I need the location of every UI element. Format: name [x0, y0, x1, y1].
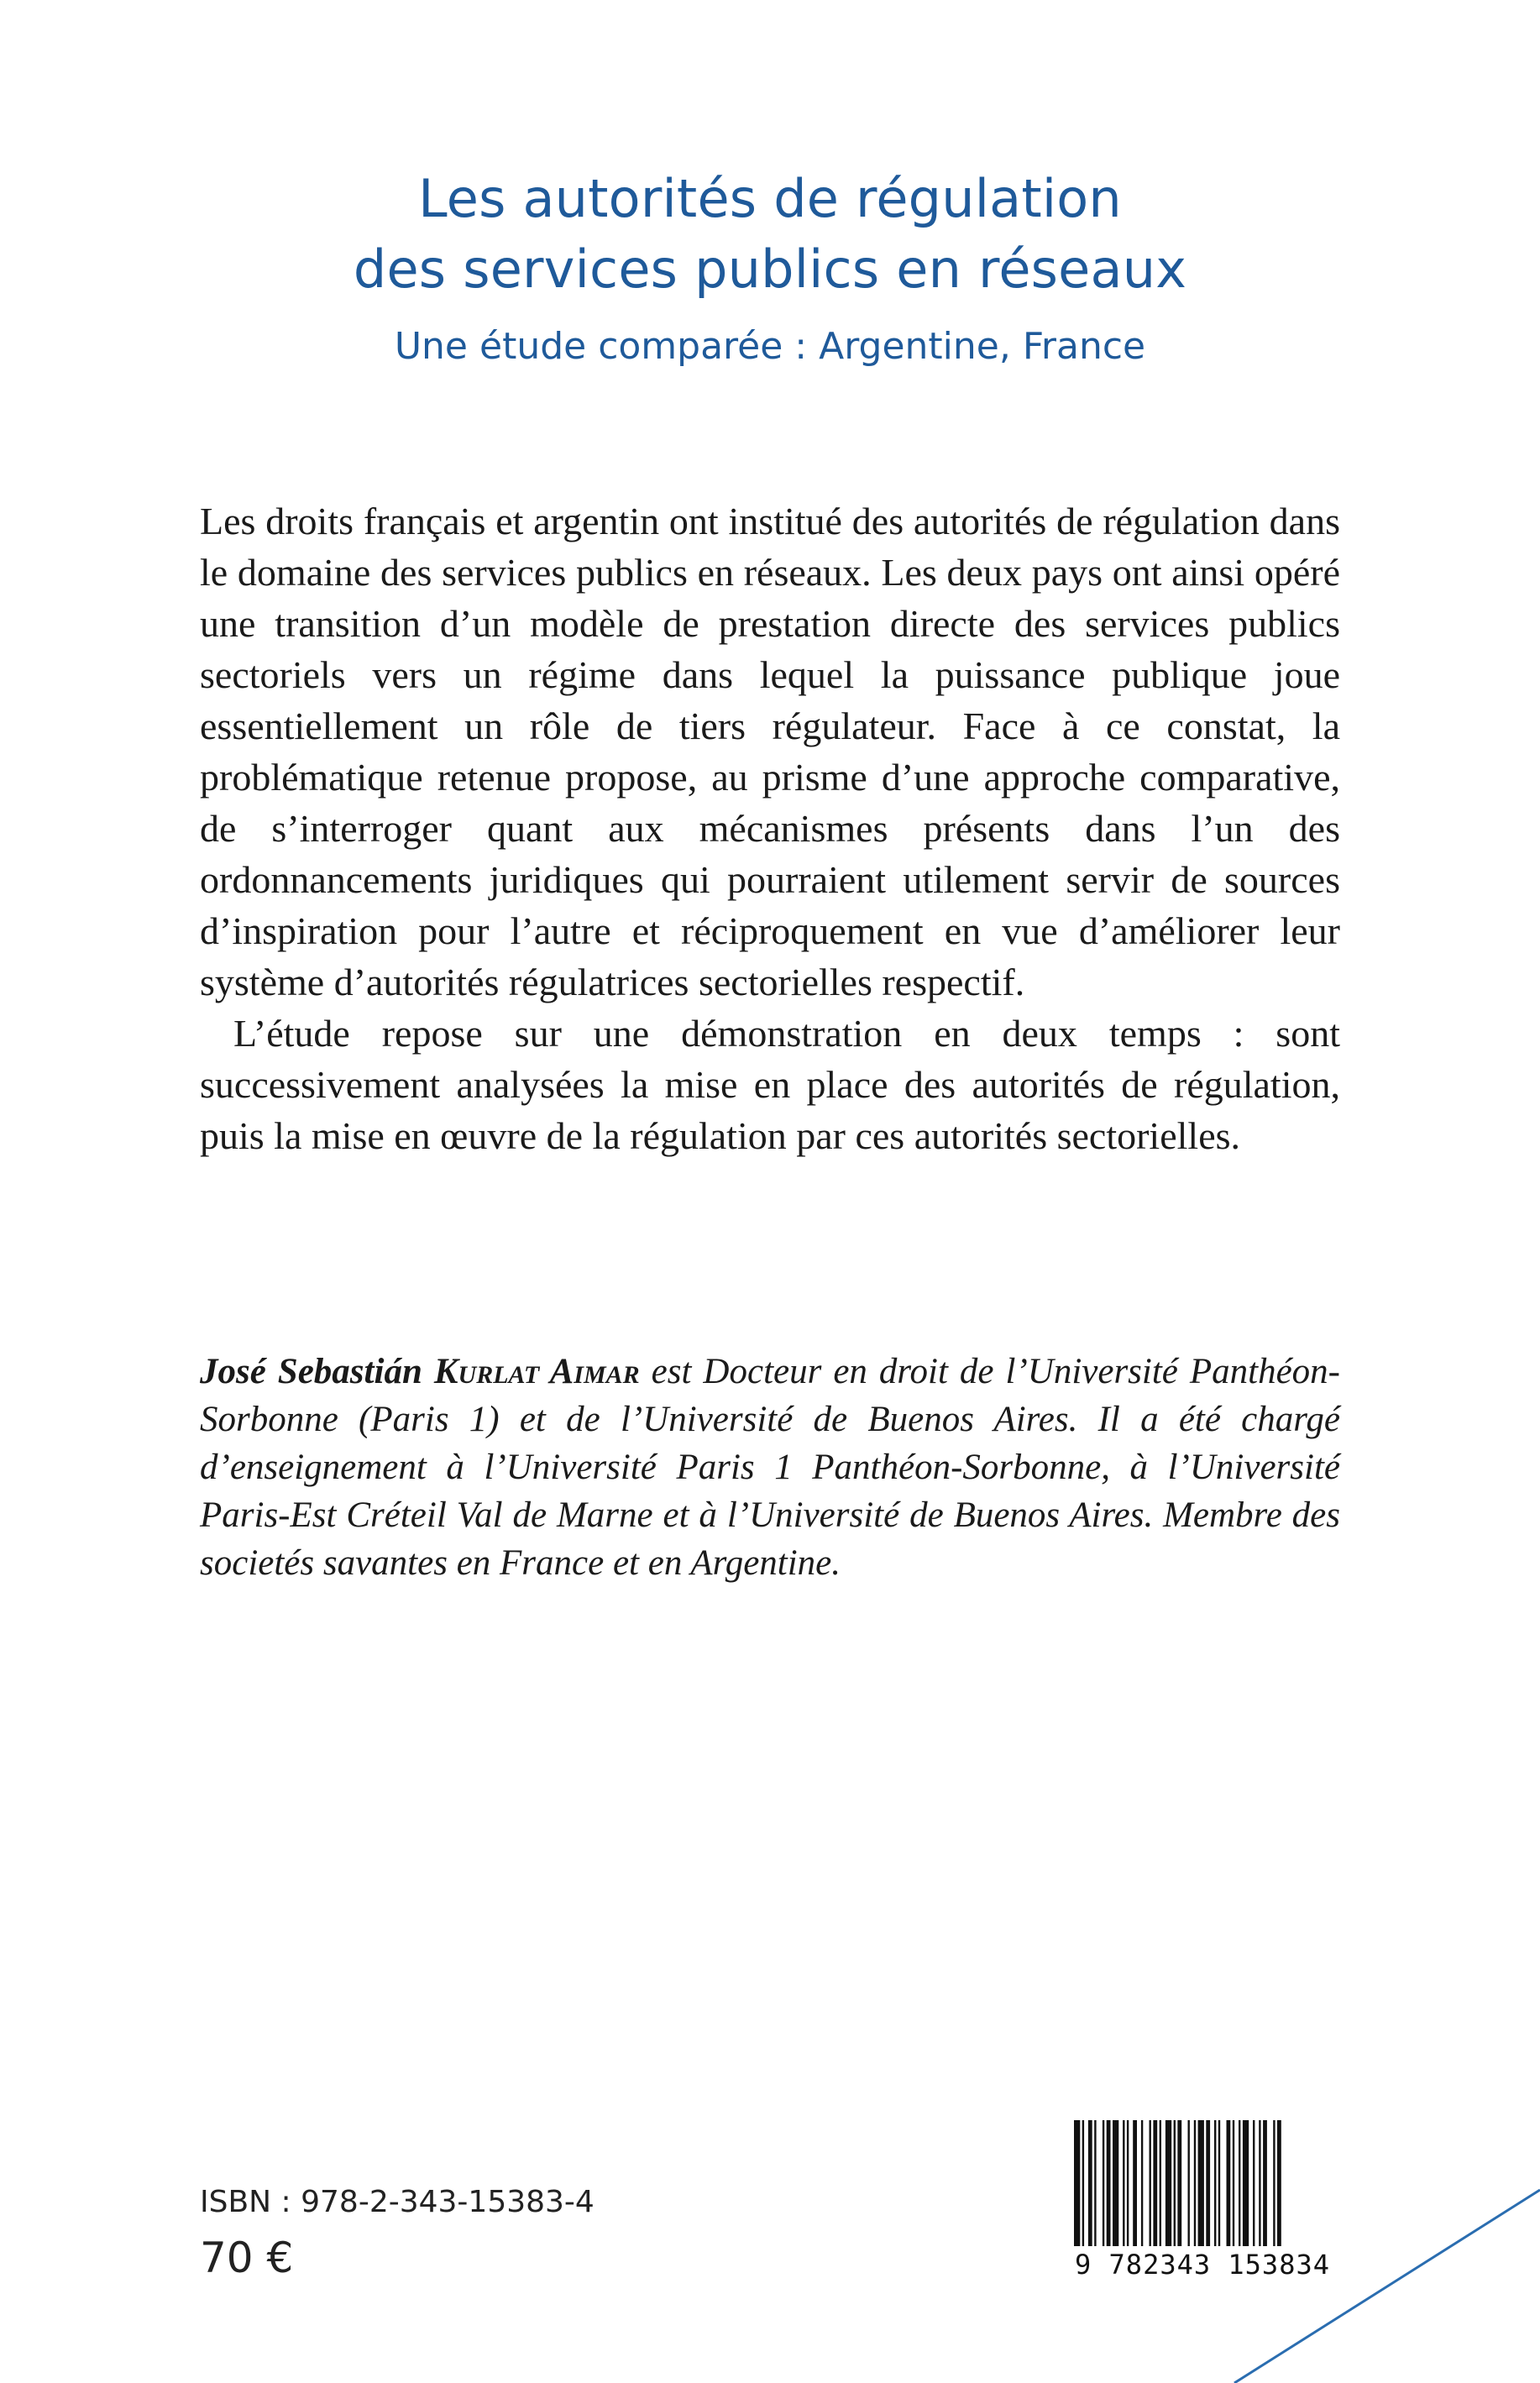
barcode-bar — [1198, 2120, 1204, 2246]
title-block — [0, 164, 1540, 372]
barcode-bar — [1082, 2120, 1084, 2246]
barcode-bar — [1194, 2120, 1196, 2246]
isbn: ISBN : 978-2-343-15383-4 — [200, 2185, 595, 2219]
barcode-bar — [1165, 2120, 1171, 2246]
barcode-bar — [1150, 2120, 1151, 2246]
barcode-bar — [1273, 2120, 1275, 2246]
barcode-bar — [1253, 2120, 1255, 2246]
barcode-bar — [1263, 2120, 1267, 2246]
barcode-bar — [1094, 2120, 1096, 2246]
barcode-bar — [1233, 2120, 1234, 2246]
barcode-bar — [1127, 2120, 1129, 2246]
barcode-bar — [1160, 2120, 1161, 2246]
barcode-bar — [1153, 2120, 1157, 2246]
barcode-bar — [1088, 2120, 1092, 2246]
barcode-bar — [1188, 2120, 1190, 2246]
barcode-bar — [1177, 2120, 1181, 2246]
barcode-bar — [1243, 2120, 1249, 2246]
barcode-bar — [1277, 2120, 1281, 2246]
summary-paragraph-2: L’étude repose sur une démonstration en deux temps : sont successivement analysées la mise en place des autorités de régulation, puis la mise en œuvre de la régulation par ces autorités sectorielles. — [200, 1012, 1340, 1157]
summary-paragraph-1: Les droits français et argentin ont institué des autorités de régulation dans le domaine des services publics en réseaux. Les deux pays ont ainsi opéré une transition d’un modèle de prestation directe des services publics sectoriels vers un régime dans lequel la puissance publique joue essentiellement un rôle de tiers régulateur. Face à ce constat, la problématique retenue propose, au prisme d’une approche comparative, de s’interroger quant aux mécanismes présents dans l’un des ordonnancements juridiques qui pourraient utilement servir de sources d’inspiration pour l’autre et réciproquement en vue d’améliorer leur système d’autorités régulatrices sectorielles respectif. — [200, 500, 1340, 1003]
price: 70 € — [200, 2234, 294, 2282]
author-bio-text: est Docteur en droit de l’Université Panthéon-Sorbonne (Paris 1) et de l’Université de Buenos Aires. Il a été chargé d’enseignement à l’Université Paris 1 Panthéon-Sorbonne, à l’Université Paris-Est Créteil Val de Marne et à l’Université de Buenos Aires. Membre des societés savantes en France et en Argentine. — [200, 1352, 1340, 1583]
barcode-bar — [1239, 2120, 1240, 2246]
barcode-bar — [1227, 2120, 1231, 2246]
barcode-bar — [1218, 2120, 1220, 2246]
barcode-bar — [1214, 2120, 1216, 2246]
barcode-bar — [1074, 2120, 1080, 2246]
summary-text — [200, 495, 1340, 1161]
barcode-bar — [1141, 2120, 1143, 2246]
author-bio — [200, 1348, 1340, 1587]
book-title-line-2: des services publics en réseaux — [353, 238, 1187, 300]
barcode-bar — [1113, 2120, 1118, 2246]
barcode-bar — [1206, 2120, 1210, 2246]
barcode-bar — [1123, 2120, 1124, 2246]
author-last-name: Kurlat Aimar — [433, 1352, 640, 1391]
book-title-line-1: Les autorités de régulation — [418, 168, 1122, 229]
barcode-bar — [1133, 2120, 1137, 2246]
barcode-bar — [1259, 2120, 1260, 2246]
book-subtitle: Une étude comparée : Argentine, France — [394, 325, 1146, 368]
barcode-number: 9 782343 153834 — [1075, 2249, 1330, 2281]
barcode-bar — [1174, 2120, 1176, 2246]
barcode-bar — [1103, 2120, 1104, 2246]
barcode-bar — [1107, 2120, 1111, 2246]
author-first-name: José Sebastián — [200, 1352, 422, 1391]
